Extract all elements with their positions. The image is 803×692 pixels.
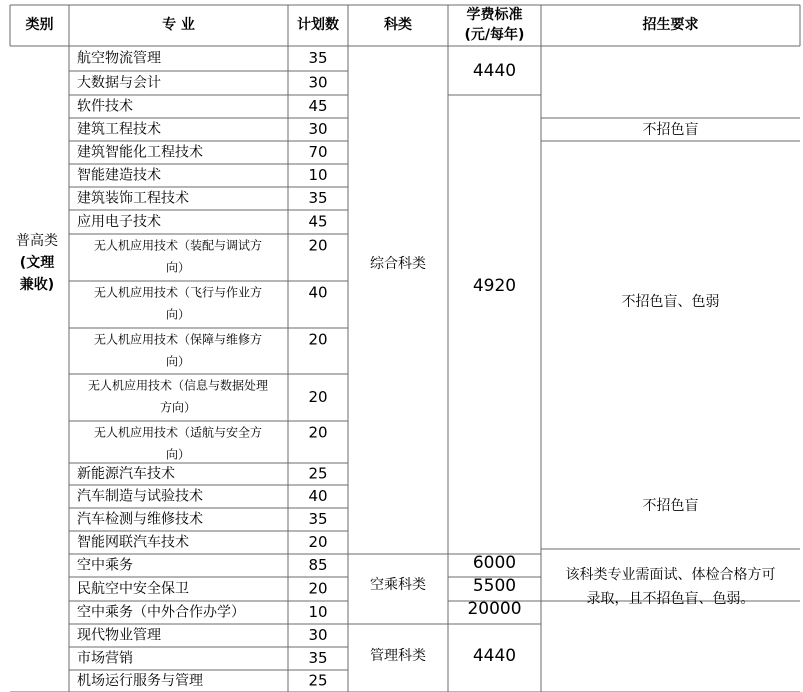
row-major: 智能建造技术 <box>77 167 161 184</box>
row-major: 向） <box>165 447 191 462</box>
row-major: 空中乘务 <box>77 557 133 574</box>
row-major: 新能源汽车技术 <box>77 466 175 482</box>
category-label: (文理 <box>19 255 55 271</box>
requirement-text: 不招色盲 <box>642 122 699 138</box>
subject-management: 管理科类 <box>370 648 426 664</box>
row-major: 汽车制造与试验技术 <box>77 488 203 505</box>
row-major: 无人机应用技术（装配与调试方 <box>93 238 263 253</box>
row-major: 向） <box>165 260 191 275</box>
row-major: 市场营销 <box>77 650 133 667</box>
requirement-text: 不招色盲、色弱 <box>621 294 720 310</box>
row-major: 向） <box>165 307 191 322</box>
tuition-value: 4440 <box>472 646 517 666</box>
row-major: 现代物业管理 <box>77 627 161 644</box>
header-subject: 科类 <box>384 17 412 33</box>
row-plan: 10 <box>308 603 328 621</box>
row-major: 建筑工程技术 <box>77 121 161 138</box>
category-label: 兼收) <box>19 277 55 293</box>
category-label: 普高类 <box>16 233 58 249</box>
row-plan: 20 <box>308 236 328 255</box>
row-plan: 30 <box>308 120 328 138</box>
row-major: 民航空中安全保卫 <box>77 581 189 597</box>
header-plan: 计划数 <box>297 17 339 33</box>
row-plan: 45 <box>308 97 328 115</box>
row-plan: 40 <box>308 283 328 302</box>
tuition-value: 4920 <box>472 276 517 296</box>
row-major: 空中乘务（中外合作办学） <box>77 604 245 621</box>
row-plan: 30 <box>308 626 328 644</box>
row-plan: 45 <box>308 212 328 231</box>
tuition-value: 6000 <box>472 553 517 573</box>
row-major: 航空物流管理 <box>77 50 161 67</box>
row-major: 建筑智能化工程技术 <box>77 144 203 161</box>
row-plan: 20 <box>308 330 328 349</box>
tuition-value: 4440 <box>472 61 517 81</box>
requirement-text: 不招色盲 <box>642 498 699 514</box>
row-major: 无人机应用技术（飞行与作业方 <box>93 285 263 300</box>
row-plan: 35 <box>308 49 328 67</box>
requirement-text: 录取，且不招色盲、色弱。 <box>586 591 755 607</box>
header-major: 专 业 <box>162 17 195 33</box>
row-plan: 35 <box>308 510 328 528</box>
subject-attendant: 空乘科类 <box>370 577 426 593</box>
row-plan: 25 <box>308 464 328 483</box>
row-plan: 40 <box>308 487 328 505</box>
row-major: 建筑装饰工程技术 <box>77 190 189 207</box>
subject-general: 综合科类 <box>370 256 426 272</box>
row-major: 无人机应用技术（信息与数据处理 <box>87 378 269 393</box>
row-major: 智能网联汽车技术 <box>77 534 189 551</box>
row-major: 大数据与会计 <box>77 75 161 91</box>
header-requirement: 招生要求 <box>642 17 699 33</box>
row-plan: 35 <box>308 649 328 667</box>
row-plan: 10 <box>308 166 328 184</box>
tuition-value: 20000 <box>467 599 522 619</box>
row-plan: 20 <box>308 423 328 442</box>
row-major: 无人机应用技术（保障与维修方 <box>93 332 263 347</box>
row-major: 向） <box>165 354 191 369</box>
row-major: 软件技术 <box>77 98 133 115</box>
row-major: 机场运行服务与管理 <box>77 673 203 689</box>
tuition-value: 5500 <box>472 576 517 596</box>
header-tuition-unit: (元/每年) <box>464 27 525 43</box>
row-major: 汽车检测与维修技术 <box>77 511 203 528</box>
row-plan: 35 <box>308 189 328 207</box>
row-plan: 25 <box>308 671 328 690</box>
requirement-text: 该科类专业需面试、体检合格方可 <box>565 567 776 583</box>
row-major: 无人机应用技术（适航与安全方 <box>93 425 263 440</box>
row-plan: 85 <box>308 556 328 574</box>
row-plan: 70 <box>308 143 328 161</box>
row-plan: 20 <box>308 579 328 598</box>
header-tuition: 学费标准 <box>466 7 523 23</box>
header-category: 类别 <box>25 17 54 33</box>
row-major: 应用电子技术 <box>77 214 161 230</box>
row-plan: 20 <box>308 533 328 551</box>
row-major: 方向） <box>159 400 197 415</box>
row-plan: 20 <box>308 388 328 406</box>
row-plan: 30 <box>308 73 328 92</box>
